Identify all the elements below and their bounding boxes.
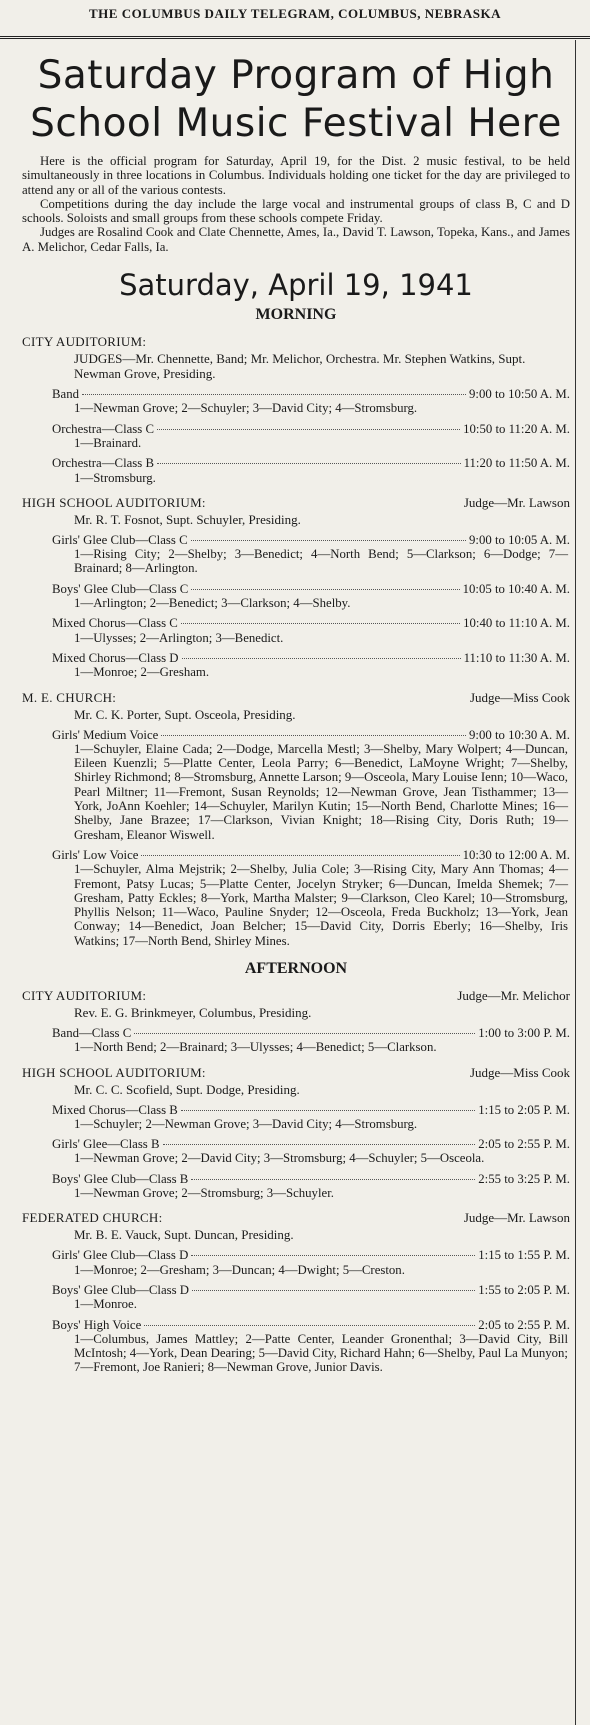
intro-paragraph: Here is the official program for Saturday, April 19, for the Dist. 2 music festival, to be held simultaneously in three locations in Columbus. Individuals holding one ticket for the day are privileged to attend any or all of the various contests. [22, 154, 570, 197]
venue-heading [22, 690, 570, 705]
entry-name: Girls' Glee Club—Class C [52, 532, 188, 547]
venue-presider: Mr. R. T. Fosnot, Supt. Schuyler, Presiding. [74, 511, 301, 527]
entry-results: 1—Newman Grove; 2—Schuyler; 3—David City; 4—Stromsburg. [74, 401, 418, 416]
entry-time: 11:10 to 11:30 A. M. [463, 650, 570, 665]
entry-name: Orchestra—Class C [52, 421, 155, 436]
entry-name: Boys' Glee Club—Class C [52, 581, 189, 596]
entry-time: 1:55 to 2:05 P. M. [478, 1282, 570, 1297]
program-entry [52, 1026, 570, 1055]
intro-paragraph: Competitions during the day include the large vocal and instrumental groups of class B, C and D schools. Soloists and small groups from these schools compete Friday. [22, 196, 570, 226]
morning-heading: MORNING [255, 306, 337, 324]
venue-heading [22, 495, 570, 510]
entry-name: Band [52, 387, 80, 402]
venue-judge: Judge—Miss Cook [469, 689, 570, 705]
program-entry [52, 1137, 570, 1166]
entry-results: 1—Monroe; 2—Gresham. [74, 665, 210, 680]
afternoon-heading: AFTERNOON [244, 959, 348, 977]
program-entry [52, 728, 570, 842]
entry-time: 10:40 to 11:10 A. M. [463, 616, 570, 631]
venue-presider: JUDGES—Mr. Chennette, Band; Mr. Melichor, Orchestra. Mr. Stephen Watkins, Supt. Newman Grove, Presiding. [74, 351, 526, 382]
entry-results: 1—Columbus, James Mattley; 2—Patte Center, Leander Gronenthal; 3—David City, Bill McIntosh; 4—York, Dean Dearing; 5—David City, Richard Hahn; 6—Shelby, Paul La Munyon; 7—Fremont, Joe Ranieri; 8—Newman Grove, Junior Davis. [74, 1331, 568, 1375]
entry-name: Mixed Chorus—Class B [52, 1102, 178, 1117]
entry-time: 9:00 to 10:05 A. M. [469, 532, 570, 547]
venue-presider: Mr. C. C. Scofield, Supt. Dodge, Presiding. [74, 1081, 300, 1097]
headline: Saturday Program of High School Music Festival Here [30, 53, 562, 146]
entry-results: 1—Arlington; 2—Benedict; 3—Clarkson; 4—Shelby. [74, 596, 351, 611]
program-entry [52, 533, 570, 576]
entry-name: Boys' High Voice [52, 1317, 142, 1332]
entry-time: 1:00 to 3:00 P. M. [478, 1025, 570, 1040]
entry-results: 1—Brainard. [74, 435, 142, 450]
entry-time: 11:20 to 11:50 A. M. [463, 456, 570, 471]
intro [22, 154, 570, 254]
entry-name: Orchestra—Class B [52, 456, 155, 471]
entry-time: 10:50 to 11:20 A. M. [463, 421, 570, 436]
entry-results: 1—Newman Grove; 2—David City; 3—Stromsburg; 4—Schuyler; 5—Osceola. [74, 1151, 485, 1166]
venue-name: HIGH SCHOOL AUDITORIUM: [22, 1064, 206, 1080]
left-column-edge [0, 40, 14, 1725]
entry-name: Girls' Low Voice [52, 847, 139, 862]
entry-time: 10:30 to 12:00 A. M. [462, 847, 570, 862]
entry-name: Girls' Glee—Class B [52, 1137, 160, 1152]
entry-results: 1—Rising City; 2—Shelby; 3—Benedict; 4—North Bend; 5—Clarkson; 6—Dodge; 7—Brainard; 8—Arlington. [74, 547, 568, 576]
date-heading: Saturday, April 19, 1941 [119, 268, 473, 303]
venue-name: FEDERATED CHURCH: [22, 1210, 163, 1226]
entry-results: 1—Schuyler, Alma Mejstrik; 2—Shelby, Julia Cole; 3—Rising City, Mary Ann Thomas; 4—Fremont, Patsy Lucas; 5—Platte Center, Jocelyn Stryker; 6—Duncan, Imelda Shemek; 7—Gresham, Patty Eckles; 8—York, Martha Malster; 9—Clarkson, Cleo Karel; 10—Stromsburg, Phyllis Nelson; 11—Waco, Pauline Snyder; 12—Osceola, Freda Buckholz; 13—York, Jean Conway; 14—Benedict, Joan Belcher; 15—David City, Dorris Eberly; 16—Shelby, Iris Watkins; 17—North Bend, Shirley Mines. [74, 862, 568, 948]
program-entry [52, 582, 570, 611]
entry-time: 2:05 to 2:55 P. M. [478, 1317, 570, 1332]
venue-name: HIGH SCHOOL AUDITORIUM: [22, 494, 206, 510]
program-entry [52, 848, 570, 948]
venue-presider: Mr. C. K. Porter, Supt. Osceola, Presiding. [74, 706, 296, 722]
entry-time: 10:05 to 10:40 A. M. [462, 581, 570, 596]
program-entry [52, 1283, 570, 1312]
venue-judge: Judge—Mr. Lawson [463, 494, 570, 510]
venue-judge: Judge—Mr. Melichor [457, 987, 570, 1003]
program-entry [52, 1318, 570, 1375]
program-entry [52, 1172, 570, 1201]
entry-results: 1—North Bend; 2—Brainard; 3—Ulysses; 4—Benedict; 5—Clarkson. [74, 1040, 437, 1055]
entry-results: 1—Schuyler, Elaine Cada; 2—Dodge, Marcella Mestl; 3—Shelby, Mary Wolpert; 4—Duncan, Eileen Kuenzli; 5—Platte Center, Leola Parry; 6—Benedict, LaMoyne Wright; 7—Shelby, Shirley Richmond; 8—Stromsburg, Annette Larson; 9—Osceola, Mary Louise Ienn; 10—Waco, Pearl Miltner; 11—Fremont, Susan Reynolds; 12—Newman Grove, Jean Tisthammer; 13—York, JoAnn Koehler; 14—Schuyler, Marilyn Kutin; 15—North Bend, Charlotte Mines; 16—Shelby, Jane Brazee; 17—Clarkson, Vivian Knight; 18—Rising City, Doris Ruth; 19—Gresham, Eleanor Wiswell. [74, 741, 568, 842]
masthead: THE COLUMBUS DAILY TELEGRAM, COLUMBUS, NEBRASKA [0, 0, 590, 39]
entry-results: 1—Schuyler; 2—Newman Grove; 3—David City; 4—Stromsburg. [74, 1116, 418, 1131]
venue-heading [22, 334, 570, 349]
entry-results: 1—Ulysses; 2—Arlington; 3—Benedict. [74, 630, 284, 645]
program-entry [52, 387, 570, 416]
entry-name: Boys' Glee Club—Class D [52, 1282, 190, 1297]
entry-results: 1—Stromsburg. [74, 470, 156, 485]
entry-time: 2:55 to 3:25 P. M. [478, 1171, 570, 1186]
program-entry [52, 1248, 570, 1277]
program-entry [52, 651, 570, 680]
venue-presider: Mr. B. E. Vauck, Supt. Duncan, Presiding. [74, 1227, 294, 1243]
venue-name: CITY AUDITORIUM: [22, 334, 147, 350]
venue-name: CITY AUDITORIUM: [22, 987, 147, 1003]
entry-time: 1:15 to 1:55 P. M. [478, 1248, 570, 1263]
entry-time: 9:00 to 10:50 A. M. [469, 387, 570, 402]
right-column-edge [575, 40, 590, 1725]
entry-results: 1—Newman Grove; 2—Stromsburg; 3—Schuyler. [74, 1186, 334, 1201]
entry-name: Band—Class C [52, 1025, 132, 1040]
venue-name: M. E. CHURCH: [22, 689, 117, 705]
entry-time: 2:05 to 2:55 P. M. [478, 1137, 570, 1152]
entry-name: Mixed Chorus—Class D [52, 650, 179, 665]
program-entry [52, 616, 570, 645]
entry-name: Boys' Glee Club—Class B [52, 1171, 189, 1186]
intro-paragraph: Judges are Rosalind Cook and Clate Chennette, Ames, Ia., David T. Lawson, Topeka, Kans., and James A. Melichor, Cedar Falls, Ia. [22, 225, 570, 254]
venue-heading [22, 988, 570, 1003]
entry-time: 9:00 to 10:30 A. M. [469, 727, 570, 742]
entry-results: 1—Monroe; 2—Gresham; 3—Duncan; 4—Dwight; 5—Creston. [74, 1262, 405, 1277]
entry-name: Mixed Chorus—Class C [52, 616, 178, 631]
entry-results: 1—Monroe. [74, 1297, 137, 1312]
entry-time: 1:15 to 2:05 P. M. [478, 1102, 570, 1117]
program-entry [52, 456, 570, 485]
entry-name: Girls' Medium Voice [52, 727, 159, 742]
venue-heading [22, 1065, 570, 1080]
program-entry [52, 422, 570, 451]
article [22, 44, 570, 1375]
program-entry [52, 1103, 570, 1132]
venue-judge: Judge—Miss Cook [469, 1064, 570, 1080]
venue-judge: Judge—Mr. Lawson [463, 1210, 570, 1226]
venue-presider: Rev. E. G. Brinkmeyer, Columbus, Presiding. [74, 1004, 312, 1020]
venue-heading [22, 1210, 570, 1225]
entry-name: Girls' Glee Club—Class D [52, 1248, 189, 1263]
